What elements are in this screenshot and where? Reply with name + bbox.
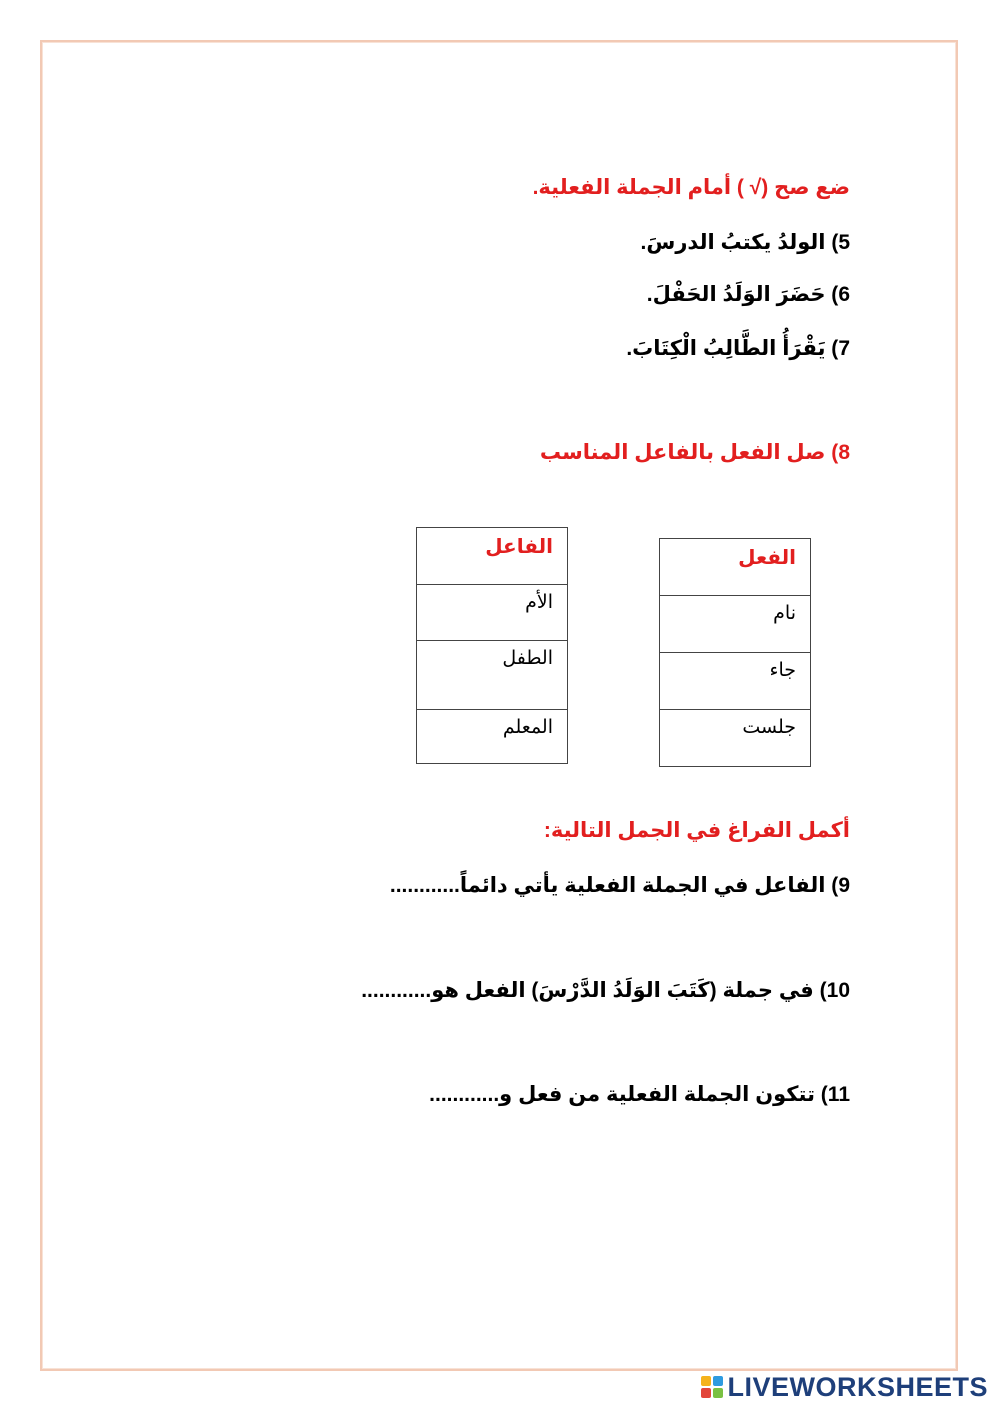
subject-cell-3[interactable]: المعلم [417,710,568,764]
question-5[interactable]: 5) الولدُ يكتبُ الدرسَ. [640,231,850,254]
question-9[interactable]: 9) الفاعل في الجملة الفعلية يأتي دائماً............ [389,874,850,897]
verb-table [659,538,811,767]
verb-table-header: الفعل [660,539,811,596]
logo-squares-icon [701,1376,723,1398]
question-10[interactable]: 10) في جملة (كَتَبَ الوَلَدُ الدَّرْسَ) الفعل هو............ [361,979,850,1002]
subject-cell-2[interactable]: الطفل [417,641,568,710]
verb-cell-1[interactable]: نام [660,596,811,653]
logo-square-blue [713,1376,723,1386]
subject-cell-1[interactable]: الأم [417,585,568,641]
question-6[interactable]: 6) حَضَرَ الوَلَدُ الحَفْلَ. [646,283,850,306]
question-7[interactable]: 7) يَقْرَأُ الطَّالِبُ الْكِتَابَ. [626,337,850,360]
logo-square-green [713,1388,723,1398]
instruction-match-verb-subject: 8) صل الفعل بالفاعل المناسب [539,441,850,464]
instruction-fill-blanks: أكمل الفراغ في الجمل التالية: [543,819,850,842]
subject-table-header: الفاعل [417,528,568,585]
verb-cell-3[interactable]: جلست [660,710,811,767]
logo-square-yellow [701,1376,711,1386]
subject-table [416,527,568,764]
instruction-check-verbal-sentence: ضع صح (√ ) أمام الجملة الفعلية. [532,176,850,199]
verb-cell-2[interactable]: جاء [660,653,811,710]
logo-square-red [701,1388,711,1398]
logo-text: LIVEWORKSHEETS [727,1371,988,1402]
liveworksheets-logo [701,1372,988,1402]
question-11[interactable]: 11) تتكون الجملة الفعلية من فعل و............ [429,1083,850,1106]
